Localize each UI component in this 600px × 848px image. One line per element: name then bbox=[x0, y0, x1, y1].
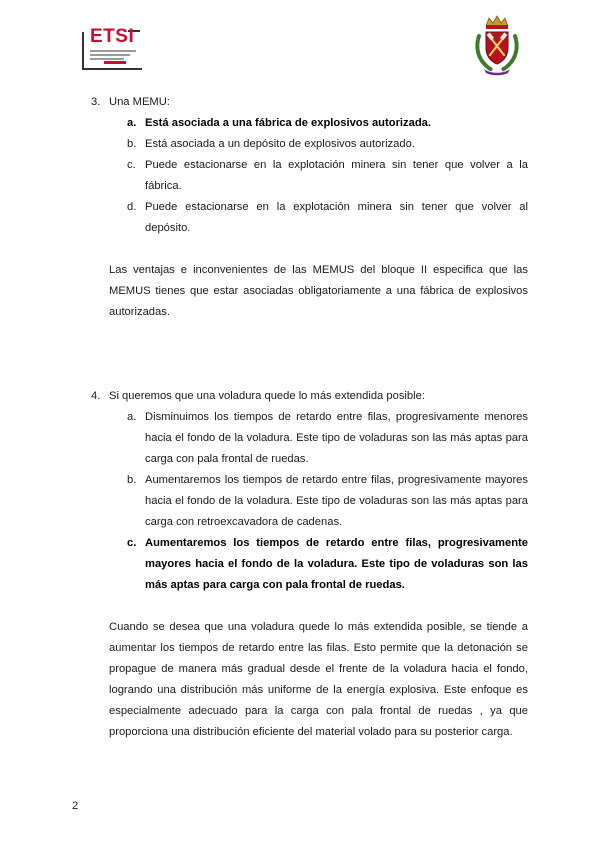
mining-crest-icon bbox=[470, 12, 524, 76]
option-c-correct bbox=[0, 533, 600, 596]
option-c bbox=[0, 155, 600, 197]
etsi-logo-wordmark: ETSI bbox=[90, 26, 135, 47]
option-text: Está asociada a una fábrica de explosivos autorizada. bbox=[145, 117, 432, 129]
option-letter: c. bbox=[127, 537, 137, 549]
answer-explanation: Cuando se desea que una voladura quede lo más extendida posible, se tiende a aumentar los tiempos de retardo entre las filas. Esto permite que la detonación se propague de manera más gradual desde el frente de la voladura hacia el fondo, logrando una distribución más uniforme de la energía explosiva. Este enfoque es especialmente adecuado para la carga con pala frontal de ruedas , ya que proporciona una distribución eficiente del material volado para su posterior carga. bbox=[109, 621, 528, 738]
answer-explanation: Las ventajas e inconvenientes de las MEMUS del bloque II especifica que las MEMUS tienes que estar asociadas obligatoriamente a una fábrica de explosivos autorizadas. bbox=[109, 264, 528, 318]
option-text: Está asociada a un depósito de explosivos autorizado. bbox=[145, 138, 415, 150]
option-letter: a. bbox=[127, 411, 137, 423]
option-letter: c. bbox=[127, 159, 136, 171]
option-letter: b. bbox=[127, 138, 137, 150]
option-letter: a. bbox=[127, 117, 137, 129]
option-b bbox=[0, 470, 600, 533]
question-3 bbox=[0, 92, 600, 323]
question-prompt: Una MEMU: bbox=[109, 96, 170, 108]
option-b bbox=[0, 134, 600, 155]
option-text: Disminuimos los tiempos de retardo entre filas, progresivamente menores hacia el fondo de la voladura. Este tipo de voladuras son las más aptas para carga con pala frontal de ruedas. bbox=[145, 411, 528, 465]
question-number: 4. bbox=[91, 390, 101, 402]
option-text: Puede estacionarse en la explotación minera sin tener que volver al depósito. bbox=[145, 201, 528, 234]
question-number: 3. bbox=[91, 96, 101, 108]
option-d bbox=[0, 197, 600, 239]
option-text: Aumentaremos los tiempos de retardo entre filas, progresivamente mayores hacia el fondo de la voladura. Este tipo de voladuras son las más aptas para carga con retroexcavadora de cadenas. bbox=[145, 474, 528, 528]
option-a-correct bbox=[0, 113, 600, 134]
option-text: Aumentaremos los tiempos de retardo entre filas, progresivamente mayores hacia el fondo de la voladura. Este tipo de voladuras son las más aptas para carga con pala frontal de ruedas. bbox=[145, 537, 528, 591]
etsi-logo-icon bbox=[82, 26, 146, 70]
option-text: Puede estacionarse en la explotación minera sin tener que volver a la fábrica. bbox=[145, 159, 528, 192]
option-a bbox=[0, 407, 600, 470]
question-prompt: Si queremos que una voladura quede lo más extendida posible: bbox=[109, 390, 425, 402]
page-number: 2 bbox=[72, 800, 79, 812]
question-4 bbox=[0, 386, 600, 743]
option-letter: b. bbox=[127, 474, 137, 486]
option-letter: d. bbox=[127, 201, 137, 213]
